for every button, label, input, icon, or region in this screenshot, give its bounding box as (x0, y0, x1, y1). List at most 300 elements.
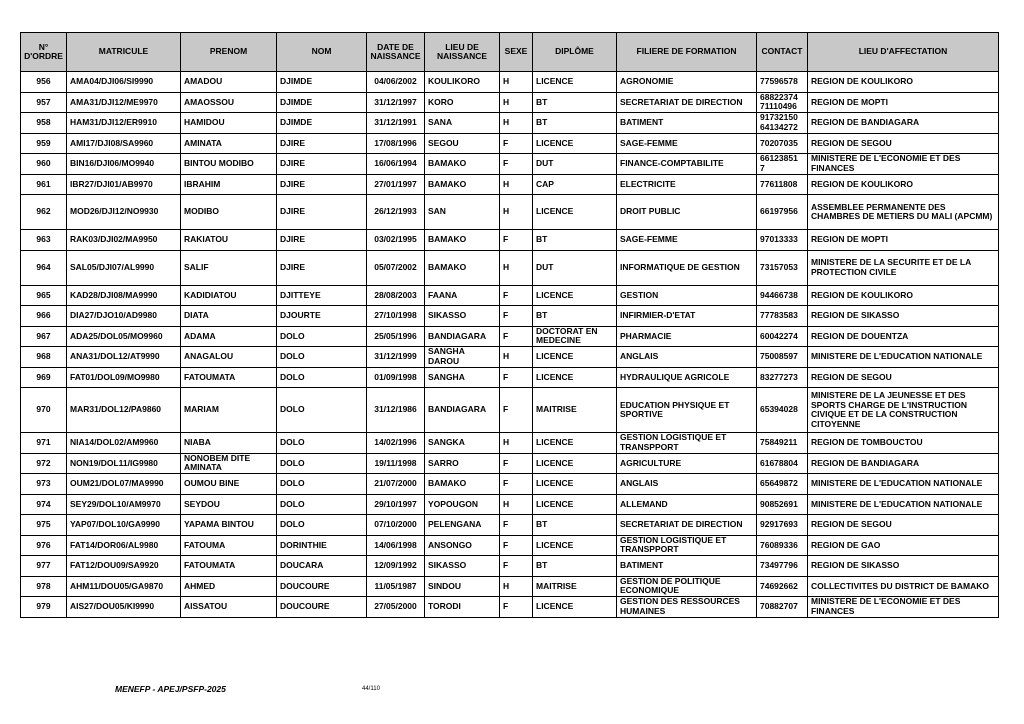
cell-diplome: DUT (533, 250, 617, 285)
col-header-matricule: MATRICULE (67, 33, 181, 72)
cell-diplome: LICENCE (533, 494, 617, 515)
cell-lieu: SEGOU (425, 133, 500, 154)
cell-filiere: ALLEMAND (617, 494, 757, 515)
cell-nom: DJOURTE (277, 306, 367, 327)
cell-ordre: 977 (21, 556, 67, 577)
cell-filiere: INFORMATIQUE DE GESTION (617, 250, 757, 285)
cell-sexe: H (500, 72, 533, 93)
cell-contact: 77783583 (757, 306, 808, 327)
cell-affectation: MINISTERE DE LA SECURITE ET DE LA PROTECTION CIVILE (808, 250, 999, 285)
cell-affectation: MINISTERE DE L'ECONOMIE ET DES FINANCES (808, 597, 999, 618)
cell-matricule: BIN16/DJI06/MO9940 (67, 154, 181, 175)
cell-affectation: MINISTERE DE L'EDUCATION NATIONALE (808, 474, 999, 495)
cell-prenom: NIABA (181, 433, 277, 454)
cell-sexe: F (500, 326, 533, 347)
cell-ordre: 969 (21, 367, 67, 388)
table-row (21, 515, 999, 536)
cell-sexe: H (500, 576, 533, 597)
cell-lieu: TORODI (425, 597, 500, 618)
cell-date: 31/12/1999 (367, 347, 425, 368)
cell-nom: DOLO (277, 515, 367, 536)
cell-nom: DJIMDE (277, 113, 367, 134)
cell-ordre: 968 (21, 347, 67, 368)
cell-ordre: 959 (21, 133, 67, 154)
cell-prenom: HAMIDOU (181, 113, 277, 134)
cell-ordre: 967 (21, 326, 67, 347)
col-header-sexe: SEXE (500, 33, 533, 72)
cell-sexe: F (500, 388, 533, 433)
cell-nom: DOLO (277, 453, 367, 474)
cell-diplome: BT (533, 92, 617, 113)
cell-contact: 70207035 (757, 133, 808, 154)
cell-matricule: MAR31/DOL12/PA9860 (67, 388, 181, 433)
cell-sexe: F (500, 133, 533, 154)
cell-prenom: OUMOU BINE (181, 474, 277, 495)
cell-date: 03/02/1995 (367, 230, 425, 251)
cell-affectation: REGION DE GAO (808, 535, 999, 556)
cell-contact: 83277273 (757, 367, 808, 388)
cell-nom: DOLO (277, 326, 367, 347)
cell-matricule: DIA27/DJO10/AD9980 (67, 306, 181, 327)
col-header-diplome: DIPLÔME (533, 33, 617, 72)
cell-contact: 75008597 (757, 347, 808, 368)
table-row (21, 453, 999, 474)
cell-matricule: HAM31/DJI12/ER9910 (67, 113, 181, 134)
cell-prenom: DIATA (181, 306, 277, 327)
cell-matricule: MOD26/DJI12/NO9930 (67, 195, 181, 230)
footer-program: MENEFP - APEJ/PSFP-2025 (115, 684, 226, 694)
cell-filiere: SECRETARIAT DE DIRECTION (617, 515, 757, 536)
table-row (21, 433, 999, 454)
cell-diplome: LICENCE (533, 367, 617, 388)
cell-ordre: 961 (21, 174, 67, 195)
cell-filiere: AGRICULTURE (617, 453, 757, 474)
cell-prenom: KADIDIATOU (181, 285, 277, 306)
cell-lieu: SARRO (425, 453, 500, 474)
cell-prenom: AMAOSSOU (181, 92, 277, 113)
cell-contact: 60042274 (757, 326, 808, 347)
cell-date: 26/12/1993 (367, 195, 425, 230)
cell-nom: DJITTEYE (277, 285, 367, 306)
cell-diplome: LICENCE (533, 535, 617, 556)
col-header-contact: CONTACT (757, 33, 808, 72)
cell-lieu: SANGHA (425, 367, 500, 388)
cell-nom: DOLO (277, 494, 367, 515)
cell-affectation: COLLECTIVITES DU DISTRICT DE BAMAKO (808, 576, 999, 597)
cell-diplome: LICENCE (533, 195, 617, 230)
cell-nom: DOLO (277, 367, 367, 388)
cell-lieu: FAANA (425, 285, 500, 306)
cell-prenom: FATOUMATA (181, 556, 277, 577)
cell-filiere: GESTION DE POLITIQUE ECONOMIQUE (617, 576, 757, 597)
header-row (21, 33, 999, 72)
cell-ordre: 958 (21, 113, 67, 134)
cell-lieu: ANSONGO (425, 535, 500, 556)
cell-filiere: FINANCE-COMPTABILITE (617, 154, 757, 175)
cell-diplome: LICENCE (533, 347, 617, 368)
col-header-ordre: N° D'ORDRE (21, 33, 67, 72)
cell-matricule: SEY29/DOL10/AM9970 (67, 494, 181, 515)
cell-contact: 75849211 (757, 433, 808, 454)
cell-matricule: AMA31/DJI12/ME9970 (67, 92, 181, 113)
cell-affectation: REGION DE SIKASSO (808, 306, 999, 327)
cell-filiere: SECRETARIAT DE DIRECTION (617, 92, 757, 113)
cell-date: 28/08/2003 (367, 285, 425, 306)
table-row (21, 230, 999, 251)
cell-prenom: BINTOU MODIBO (181, 154, 277, 175)
cell-filiere: GESTION DES RESSOURCES HUMAINES (617, 597, 757, 618)
table-row (21, 92, 999, 113)
cell-matricule: IBR27/DJI01/AB9970 (67, 174, 181, 195)
table-row (21, 367, 999, 388)
table-row (21, 326, 999, 347)
cell-ordre: 965 (21, 285, 67, 306)
cell-sexe: F (500, 474, 533, 495)
table-row (21, 133, 999, 154)
cell-nom: DJIRE (277, 154, 367, 175)
cell-matricule: YAP07/DOL10/GA9990 (67, 515, 181, 536)
cell-filiere: ELECTRICITE (617, 174, 757, 195)
cell-affectation: MINISTERE DE LA JEUNESSE ET DES SPORTS CHARGE DE L'INSTRUCTION CIVIQUE ET DE LA CONSTRUCTION CITOYENNE (808, 388, 999, 433)
cell-date: 01/09/1998 (367, 367, 425, 388)
cell-contact: 97013333 (757, 230, 808, 251)
cell-ordre: 962 (21, 195, 67, 230)
cell-contact: 73157053 (757, 250, 808, 285)
cell-matricule: AMI17/DJI08/SA9960 (67, 133, 181, 154)
table-row (21, 494, 999, 515)
cell-filiere: EDUCATION PHYSIQUE ET SPORTIVE (617, 388, 757, 433)
cell-sexe: F (500, 535, 533, 556)
cell-nom: DJIRE (277, 195, 367, 230)
cell-affectation: REGION DE BANDIAGARA (808, 453, 999, 474)
cell-affectation: REGION DE KOULIKORO (808, 174, 999, 195)
cell-nom: DOUCOURE (277, 576, 367, 597)
cell-ordre: 978 (21, 576, 67, 597)
cell-prenom: AISSATOU (181, 597, 277, 618)
cell-matricule: AIS27/DOU05/KI9990 (67, 597, 181, 618)
table-row (21, 306, 999, 327)
table-row (21, 285, 999, 306)
cell-filiere: GESTION LOGISTIQUE ET TRANSPPORT (617, 535, 757, 556)
cell-affectation: REGION DE SIKASSO (808, 556, 999, 577)
cell-affectation: REGION DE KOULIKORO (808, 72, 999, 93)
table-row (21, 113, 999, 134)
cell-lieu: SANGKA (425, 433, 500, 454)
table-row (21, 556, 999, 577)
cell-date: 21/07/2000 (367, 474, 425, 495)
cell-lieu: SAN (425, 195, 500, 230)
table-row (21, 347, 999, 368)
cell-ordre: 956 (21, 72, 67, 93)
cell-matricule: NIA14/DOL02/AM9960 (67, 433, 181, 454)
cell-ordre: 974 (21, 494, 67, 515)
col-header-filiere: FILIERE DE FORMATION (617, 33, 757, 72)
cell-filiere: ANGLAIS (617, 347, 757, 368)
cell-lieu: YOPOUGON (425, 494, 500, 515)
table-row (21, 535, 999, 556)
cell-affectation: REGION DE MOPTI (808, 230, 999, 251)
table-row (21, 388, 999, 433)
cell-date: 31/12/1991 (367, 113, 425, 134)
cell-contact: 66197956 (757, 195, 808, 230)
cell-sexe: H (500, 174, 533, 195)
cell-date: 27/10/1998 (367, 306, 425, 327)
cell-prenom: ADAMA (181, 326, 277, 347)
cell-affectation: MINISTERE DE L'EDUCATION NATIONALE (808, 494, 999, 515)
table-row (21, 154, 999, 175)
col-header-nom: NOM (277, 33, 367, 72)
table-row (21, 250, 999, 285)
cell-prenom: RAKIATOU (181, 230, 277, 251)
cell-filiere: GESTION LOGISTIQUE ET TRANSPPORT (617, 433, 757, 454)
cell-filiere: ANGLAIS (617, 474, 757, 495)
cell-contact: 65394028 (757, 388, 808, 433)
cell-ordre: 972 (21, 453, 67, 474)
cell-nom: DJIRE (277, 133, 367, 154)
cell-matricule: FAT12/DOU09/SA9920 (67, 556, 181, 577)
cell-date: 17/08/1996 (367, 133, 425, 154)
cell-filiere: AGRONOMIE (617, 72, 757, 93)
cell-filiere: DROIT PUBLIC (617, 195, 757, 230)
cell-diplome: MAITRISE (533, 576, 617, 597)
cell-diplome: CAP (533, 174, 617, 195)
cell-sexe: H (500, 433, 533, 454)
cell-contact: 76089336 (757, 535, 808, 556)
cell-nom: DJIRE (277, 250, 367, 285)
cell-contact: 66123851 7 (757, 154, 808, 175)
cell-lieu: BAMAKO (425, 154, 500, 175)
cell-date: 07/10/2000 (367, 515, 425, 536)
cell-ordre: 973 (21, 474, 67, 495)
cell-date: 27/01/1997 (367, 174, 425, 195)
cell-filiere: PHARMACIE (617, 326, 757, 347)
cell-nom: DOLO (277, 474, 367, 495)
cell-ordre: 966 (21, 306, 67, 327)
cell-nom: DJIRE (277, 174, 367, 195)
cell-prenom: MARIAM (181, 388, 277, 433)
cell-affectation: REGION DE TOMBOUCTOU (808, 433, 999, 454)
cell-prenom: YAPAMA BINTOU (181, 515, 277, 536)
cell-diplome: LICENCE (533, 453, 617, 474)
cell-lieu: BANDIAGARA (425, 326, 500, 347)
cell-contact: 73497796 (757, 556, 808, 577)
cell-prenom: FATOUMATA (181, 367, 277, 388)
cell-date: 04/06/2002 (367, 72, 425, 93)
cell-filiere: SAGE-FEMME (617, 133, 757, 154)
cell-prenom: IBRAHIM (181, 174, 277, 195)
cell-lieu: SINDOU (425, 576, 500, 597)
cell-lieu: SIKASSO (425, 306, 500, 327)
cell-filiere: SAGE-FEMME (617, 230, 757, 251)
cell-ordre: 979 (21, 597, 67, 618)
cell-filiere: BATIMENT (617, 113, 757, 134)
cell-nom: DJIMDE (277, 72, 367, 93)
cell-date: 14/06/1998 (367, 535, 425, 556)
cell-diplome: LICENCE (533, 433, 617, 454)
cell-nom: DOLO (277, 433, 367, 454)
cell-affectation: REGION DE KOULIKORO (808, 285, 999, 306)
cell-matricule: AHM11/DOU05/GA9870 (67, 576, 181, 597)
cell-ordre: 976 (21, 535, 67, 556)
col-header-date: DATE DE NAISSANCE (367, 33, 425, 72)
cell-prenom: ANAGALOU (181, 347, 277, 368)
cell-contact: 92917693 (757, 515, 808, 536)
cell-diplome: LICENCE (533, 474, 617, 495)
cell-affectation: ASSEMBLEE PERMANENTE DES CHAMBRES DE METIERS DU MALI (APCMM) (808, 195, 999, 230)
cell-contact: 77611808 (757, 174, 808, 195)
cell-diplome: LICENCE (533, 133, 617, 154)
cell-diplome: BT (533, 230, 617, 251)
cell-affectation: REGION DE SEGOU (808, 133, 999, 154)
cell-lieu: SANGHA DAROU (425, 347, 500, 368)
cell-contact: 94466738 (757, 285, 808, 306)
cell-date: 25/05/1996 (367, 326, 425, 347)
cell-matricule: OUM21/DOL07/MA9990 (67, 474, 181, 495)
cell-sexe: F (500, 285, 533, 306)
cell-filiere: INFIRMIER-D'ETAT (617, 306, 757, 327)
cell-prenom: AMINATA (181, 133, 277, 154)
cell-prenom: MODIBO (181, 195, 277, 230)
table-row (21, 576, 999, 597)
cell-matricule: KAD28/DJI08/MA9990 (67, 285, 181, 306)
cell-affectation: MINISTERE DE L'ECONOMIE ET DES FINANCES (808, 154, 999, 175)
cell-contact: 90852691 (757, 494, 808, 515)
table-row (21, 174, 999, 195)
cell-matricule: ANA31/DOL12/AT9990 (67, 347, 181, 368)
cell-sexe: H (500, 92, 533, 113)
cell-diplome: BT (533, 515, 617, 536)
cell-ordre: 960 (21, 154, 67, 175)
cell-lieu: BANDIAGARA (425, 388, 500, 433)
cell-lieu: KORO (425, 92, 500, 113)
cell-matricule: FAT01/DOL09/MO9980 (67, 367, 181, 388)
cell-date: 29/10/1997 (367, 494, 425, 515)
cell-matricule: RAK03/DJI02/MA9950 (67, 230, 181, 251)
cell-sexe: F (500, 367, 533, 388)
table-row (21, 195, 999, 230)
cell-affectation: MINISTERE DE L'EDUCATION NATIONALE (808, 347, 999, 368)
cell-prenom: AMADOU (181, 72, 277, 93)
cell-diplome: BT (533, 306, 617, 327)
cell-contact: 70882707 (757, 597, 808, 618)
cell-sexe: F (500, 453, 533, 474)
roster-table (20, 32, 999, 618)
cell-sexe: H (500, 494, 533, 515)
page-number: 44/110 (362, 686, 380, 692)
cell-lieu: BAMAKO (425, 250, 500, 285)
cell-sexe: F (500, 556, 533, 577)
cell-matricule: ADA25/DOL05/MO9960 (67, 326, 181, 347)
cell-matricule: SAL05/DJI07/AL9990 (67, 250, 181, 285)
cell-affectation: REGION DE SEGOU (808, 367, 999, 388)
cell-lieu: SIKASSO (425, 556, 500, 577)
cell-ordre: 971 (21, 433, 67, 454)
cell-filiere: GESTION (617, 285, 757, 306)
cell-diplome: LICENCE (533, 597, 617, 618)
cell-diplome: DUT (533, 154, 617, 175)
cell-date: 27/05/2000 (367, 597, 425, 618)
cell-date: 31/12/1986 (367, 388, 425, 433)
cell-date: 16/06/1994 (367, 154, 425, 175)
cell-prenom: SEYDOU (181, 494, 277, 515)
cell-affectation: REGION DE SEGOU (808, 515, 999, 536)
cell-ordre: 975 (21, 515, 67, 536)
cell-nom: DOUCARA (277, 556, 367, 577)
cell-prenom: AHMED (181, 576, 277, 597)
cell-sexe: F (500, 597, 533, 618)
cell-prenom: FATOUMA (181, 535, 277, 556)
cell-nom: DOLO (277, 347, 367, 368)
cell-filiere: HYDRAULIQUE AGRICOLE (617, 367, 757, 388)
cell-date: 12/09/1992 (367, 556, 425, 577)
cell-nom: DOUCOURE (277, 597, 367, 618)
cell-contact: 74692662 (757, 576, 808, 597)
cell-date: 11/05/1987 (367, 576, 425, 597)
cell-lieu: KOULIKORO (425, 72, 500, 93)
cell-nom: DJIMDE (277, 92, 367, 113)
cell-diplome: BT (533, 556, 617, 577)
cell-sexe: H (500, 195, 533, 230)
cell-sexe: F (500, 230, 533, 251)
cell-affectation: REGION DE BANDIAGARA (808, 113, 999, 134)
cell-sexe: H (500, 250, 533, 285)
cell-date: 19/11/1998 (367, 453, 425, 474)
cell-filiere: BATIMENT (617, 556, 757, 577)
cell-date: 14/02/1996 (367, 433, 425, 454)
cell-diplome: MAITRISE (533, 388, 617, 433)
cell-contact: 91732150 64134272 (757, 113, 808, 134)
cell-affectation: REGION DE DOUENTZA (808, 326, 999, 347)
col-header-affectation: LIEU D'AFFECTATION (808, 33, 999, 72)
cell-contact: 61678804 (757, 453, 808, 474)
cell-ordre: 970 (21, 388, 67, 433)
cell-lieu: BAMAKO (425, 474, 500, 495)
cell-lieu: BAMAKO (425, 230, 500, 251)
col-header-prenom: PRENOM (181, 33, 277, 72)
cell-affectation: REGION DE MOPTI (808, 92, 999, 113)
cell-date: 05/07/2002 (367, 250, 425, 285)
cell-nom: DOLO (277, 388, 367, 433)
table-row (21, 474, 999, 495)
cell-contact: 68822374 71110496 (757, 92, 808, 113)
cell-lieu: BAMAKO (425, 174, 500, 195)
cell-matricule: NON19/DOL11/IG9980 (67, 453, 181, 474)
cell-diplome: DOCTORAT EN MEDECINE (533, 326, 617, 347)
table-row (21, 72, 999, 93)
cell-sexe: F (500, 306, 533, 327)
cell-matricule: FAT14/DOR06/AL9980 (67, 535, 181, 556)
cell-ordre: 964 (21, 250, 67, 285)
cell-contact: 77596578 (757, 72, 808, 93)
cell-sexe: H (500, 113, 533, 134)
cell-date: 31/12/1997 (367, 92, 425, 113)
cell-nom: DJIRE (277, 230, 367, 251)
table-row (21, 597, 999, 618)
cell-prenom: SALIF (181, 250, 277, 285)
cell-diplome: LICENCE (533, 72, 617, 93)
cell-matricule: AMA04/DJI06/SI9990 (67, 72, 181, 93)
cell-sexe: H (500, 347, 533, 368)
cell-ordre: 957 (21, 92, 67, 113)
cell-contact: 65649872 (757, 474, 808, 495)
cell-nom: DORINTHIE (277, 535, 367, 556)
cell-lieu: SANA (425, 113, 500, 134)
cell-sexe: F (500, 515, 533, 536)
col-header-lieu: LIEU DE NAISSANCE (425, 33, 500, 72)
cell-diplome: BT (533, 113, 617, 134)
cell-diplome: LICENCE (533, 285, 617, 306)
cell-prenom: NONOBEM DITE AMINATA (181, 453, 277, 474)
